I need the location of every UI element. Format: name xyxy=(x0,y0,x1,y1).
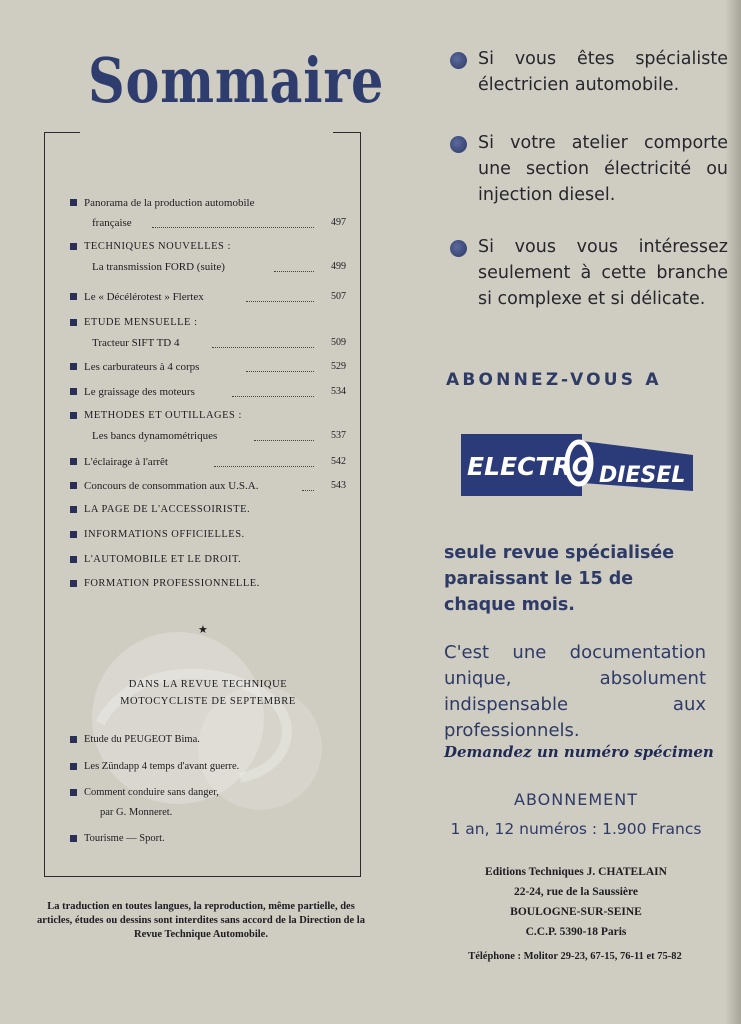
toc-page-number: 529 xyxy=(331,361,346,372)
toc-page-number: 497 xyxy=(331,217,346,228)
round-bullet-icon xyxy=(450,136,467,153)
square-bullet-icon xyxy=(70,243,77,250)
square-bullet-icon xyxy=(70,293,77,300)
separator-star-icon: ★ xyxy=(198,624,208,636)
toc-item-line: La transmission FORD (suite) xyxy=(92,261,225,273)
publisher-line: Editions Techniques J. CHATELAIN xyxy=(485,866,667,878)
toc-item-line: LA PAGE DE L'ACCESSOIRISTE. xyxy=(84,504,251,515)
leader-dots xyxy=(246,301,314,302)
toc-page-number: 499 xyxy=(331,261,346,272)
toc-item-line: L'éclairage à l'arrêt xyxy=(84,456,168,468)
legal-notice: La traduction en toutes langues, la reproduction, même partielle, des articles, études ou dessins sont interdites sans accord de la Direction de la Revue Technique Automobile. xyxy=(37,901,365,940)
square-bullet-icon xyxy=(70,412,77,419)
moto-item-line: Comment conduire sans danger, xyxy=(84,787,219,798)
moto-heading-line: DANS LA REVUE TECHNIQUE xyxy=(128,679,288,690)
electrodiesel-logo xyxy=(461,433,693,499)
advert-bullet-text: Si votre atelier comporte une section électricité ou injection diesel. xyxy=(478,133,728,205)
toc-item-line: Panorama de la production automobile xyxy=(84,197,255,209)
toc-page-number: 542 xyxy=(331,456,346,467)
leader-dots xyxy=(232,396,314,397)
toc-item-line: Les carburateurs à 4 corps xyxy=(84,361,200,373)
telephone: Téléphone : Molitor 29-23, 67-15, 76-11 et 75-82 xyxy=(468,951,682,962)
description: C'est une documentation unique, absolument indispensable aux professionnels. xyxy=(444,642,706,741)
leader-dots xyxy=(274,271,314,272)
advert-bullet-text: Si vous vous intéressez seulement à cette branche si complexe et si délicate. xyxy=(478,237,728,309)
advert-bullet-text: Si vous êtes spécialiste électricien automobile. xyxy=(478,49,728,95)
round-bullet-icon xyxy=(450,240,467,257)
square-bullet-icon xyxy=(70,319,77,326)
sommaire-title: Sommaire xyxy=(88,44,385,117)
leader-dots xyxy=(246,371,314,372)
toc-item-line: METHODES ET OUTILLAGES : xyxy=(84,410,242,421)
square-bullet-icon xyxy=(70,199,77,206)
toc-item-line: ETUDE MENSUELLE : xyxy=(84,317,198,328)
toc-item-line: TECHNIQUES NOUVELLES : xyxy=(84,241,231,252)
leader-dots xyxy=(152,227,314,228)
toc-item-line: Tracteur SIFT TD 4 xyxy=(92,337,180,349)
round-bullet-icon xyxy=(450,52,467,69)
leader-dots xyxy=(302,490,314,491)
square-bullet-icon xyxy=(70,506,77,513)
square-bullet-icon xyxy=(70,736,77,743)
toc-page-number: 534 xyxy=(331,386,346,397)
square-bullet-icon xyxy=(70,388,77,395)
toc-item-line: française xyxy=(92,217,132,229)
square-bullet-icon xyxy=(70,531,77,538)
publisher-line: BOULOGNE-SUR-SEINE xyxy=(510,906,642,918)
square-bullet-icon xyxy=(70,763,77,770)
leader-dots xyxy=(254,440,314,441)
publisher-block xyxy=(444,862,708,942)
toc-page-number: 537 xyxy=(331,430,346,441)
toc-page-number: 509 xyxy=(331,337,346,348)
moto-heading-line: MOTOCYCLISTE DE SEPTEMBRE xyxy=(120,696,296,707)
square-bullet-icon xyxy=(70,458,77,465)
tagline: seule revue spécialisée paraissant le 15 de chaque mois. xyxy=(444,543,675,615)
toc-page-number: 543 xyxy=(331,480,346,491)
publisher-line: C.C.P. 5390-18 Paris xyxy=(525,926,627,938)
toc-item-line: Le « Décélérotest » Flertex xyxy=(84,291,204,303)
publisher-line: 22-24, rue de la Saussière xyxy=(513,886,639,898)
logo-text-electro: ELECTRO xyxy=(467,452,593,481)
square-bullet-icon xyxy=(70,482,77,489)
specimen-cta: Demandez un numéro spécimen xyxy=(444,743,714,761)
square-bullet-icon xyxy=(70,835,77,842)
square-bullet-icon xyxy=(70,363,77,370)
subscription-label: ABONNEMENT xyxy=(514,790,638,809)
moto-item-line: Etude du PEUGEOT Bima. xyxy=(84,734,200,745)
square-bullet-icon xyxy=(70,556,77,563)
square-bullet-icon xyxy=(70,789,77,796)
moto-item-line: Les Zündapp 4 temps d'avant guerre. xyxy=(84,761,240,772)
leader-dots xyxy=(212,347,314,348)
toc-item-line: FORMATION PROFESSIONNELLE. xyxy=(84,578,260,589)
subscription-price: 1 an, 12 numéros : 1.900 Francs xyxy=(450,820,702,838)
toc-item-line: Les bancs dynamométriques xyxy=(92,430,218,442)
moto-item-line: par G. Monneret. xyxy=(100,807,173,818)
moto-item-line: Tourisme — Sport. xyxy=(84,833,165,844)
toc-item-line: Concours de consommation aux U.S.A. xyxy=(84,480,259,492)
toc-item-line: INFORMATIONS OFFICIELLES. xyxy=(84,529,245,540)
toc-item-line: L'AUTOMOBILE ET LE DROIT. xyxy=(84,554,242,565)
square-bullet-icon xyxy=(70,580,77,587)
toc-page-number: 507 xyxy=(331,291,346,302)
logo-text-diesel: DIESEL xyxy=(599,463,686,488)
leader-dots xyxy=(214,466,314,467)
subscribe-heading: ABONNEZ-VOUS A xyxy=(446,370,662,390)
toc-item-line: Le graissage des moteurs xyxy=(84,386,195,398)
